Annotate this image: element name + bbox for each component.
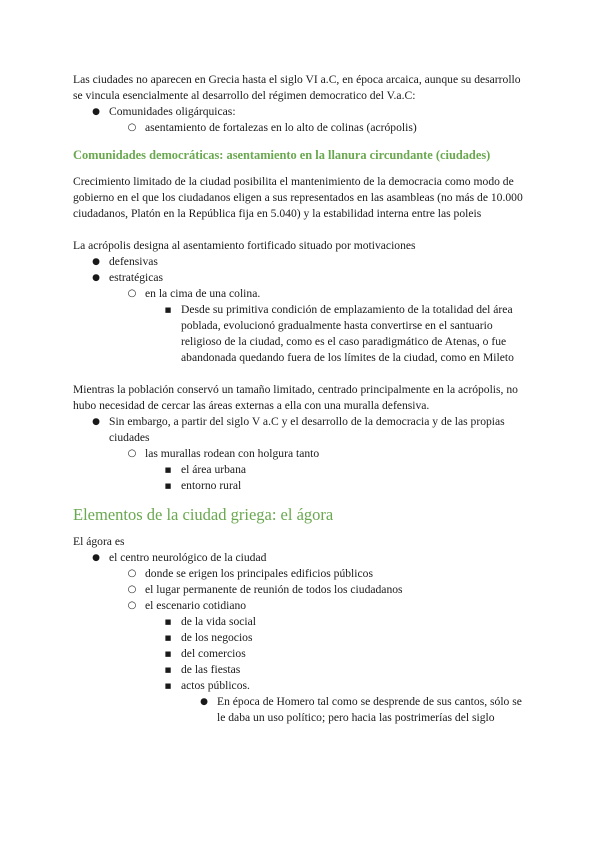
bullet-circle-icon: ○	[127, 584, 137, 595]
bullet-square-icon: ■	[164, 634, 172, 642]
list-item: ■ de la vida social	[73, 614, 533, 630]
list-item: ● Comunidades oligárquicas:	[73, 104, 533, 120]
section-heading-democratic: Comunidades democráticas: asentamiento en la llanura circundante (ciudades)	[73, 148, 491, 162]
document-page	[73, 72, 533, 726]
walls-list	[73, 414, 533, 494]
list-item: ○ donde se erigen los principales edificios públicos	[127, 567, 373, 580]
oligarchic-list	[73, 104, 533, 136]
list-item: ■ de los negocios	[73, 630, 533, 646]
bullet-circle-icon: ○	[127, 122, 137, 133]
bullet-square-icon: ■	[164, 650, 172, 658]
bullet-circle-icon: ○	[127, 288, 137, 299]
list-item: ■ entorno rural	[73, 478, 533, 494]
bullet-square-icon: ■	[164, 618, 172, 626]
list-item: ○ asentamiento de fortalezas en lo alto de colinas (acrópolis)	[127, 121, 417, 134]
bullet-square-icon: ■	[164, 466, 172, 474]
list-item: ■ Desde su primitiva condición de emplazamiento de la totalidad del área poblada, evolucionó gradualmente hasta convertirse en el santuario religioso de la ciudad, como es el caso paradigmático de Atenas, o fue abandonada quedando fuera de los límites de la ciudad, como en Mileto	[73, 302, 533, 366]
walls-paragraph: Mientras la población conservó un tamaño limitado, centrado principalmente en la acrópolis, no hubo necesidad de cercar las áreas externas a ella con una muralla defensiva.	[73, 383, 518, 412]
acropolis-paragraph: La acrópolis designa al asentamiento fortificado situado por motivaciones	[73, 239, 416, 252]
agora-list	[73, 550, 533, 726]
bullet-disc-icon: ●	[92, 417, 100, 427]
growth-paragraph: Crecimiento limitado de la ciudad posibilita el mantenimiento de la democracia como modo de gobierno en el que los ciudadanos eligen a sus representados en las asambleas (no más de 10.000 ciudadanos, Platón en la República fija en 5.040) y la estabilidad interna entre las poleis	[73, 175, 523, 220]
list-item: ■ de las fiestas	[73, 662, 533, 678]
list-item: ● defensivas	[73, 254, 533, 270]
acropolis-list	[73, 254, 533, 366]
list-item: ■ del comercios	[73, 646, 533, 662]
list-item: ■ el área urbana	[73, 462, 533, 478]
list-item: ● estratégicas	[73, 270, 533, 286]
bullet-square-icon: ■	[164, 482, 172, 490]
list-item: ○ el lugar permanente de reunión de todos los ciudadanos	[127, 583, 403, 596]
bullet-circle-icon: ○	[127, 600, 137, 611]
list-item: ■ actos públicos.	[73, 678, 533, 694]
bullet-disc-icon: ●	[92, 257, 100, 267]
bullet-circle-icon: ○	[127, 568, 137, 579]
list-item: ○ las murallas rodean con holgura tanto	[127, 447, 320, 460]
list-item: ● Sin embargo, a partir del siglo V a.C y el desarrollo de la democracia y de las propias ciudades	[73, 414, 533, 446]
bullet-square-icon: ■	[164, 682, 172, 690]
section-heading-agora: Elementos de la ciudad griega: el ágora	[73, 505, 334, 524]
bullet-square-icon: ■	[164, 306, 172, 314]
bullet-disc-icon: ●	[92, 553, 100, 563]
list-item: ○ el escenario cotidiano	[127, 599, 247, 612]
bullet-disc-icon: ●	[200, 697, 208, 707]
bullet-disc-icon: ●	[92, 273, 100, 283]
list-item: ● En época de Homero tal como se desprende de sus cantos, sólo se le daba un uso político; pero hacia las postrimerías del siglo	[73, 694, 533, 726]
bullet-circle-icon: ○	[127, 448, 137, 459]
agora-paragraph: El ágora es	[73, 535, 125, 548]
list-item: ● el centro neurológico de la ciudad	[73, 550, 533, 566]
bullet-square-icon: ■	[164, 666, 172, 674]
bullet-disc-icon: ●	[92, 107, 100, 117]
list-item: ○ en la cima de una colina.	[127, 287, 261, 300]
intro-paragraph: Las ciudades no aparecen en Grecia hasta el siglo VI a.C, en época arcaica, aunque su desarrollo se vincula esencialmente al desarrollo del régimen democratico del V.a.C:	[73, 73, 521, 102]
